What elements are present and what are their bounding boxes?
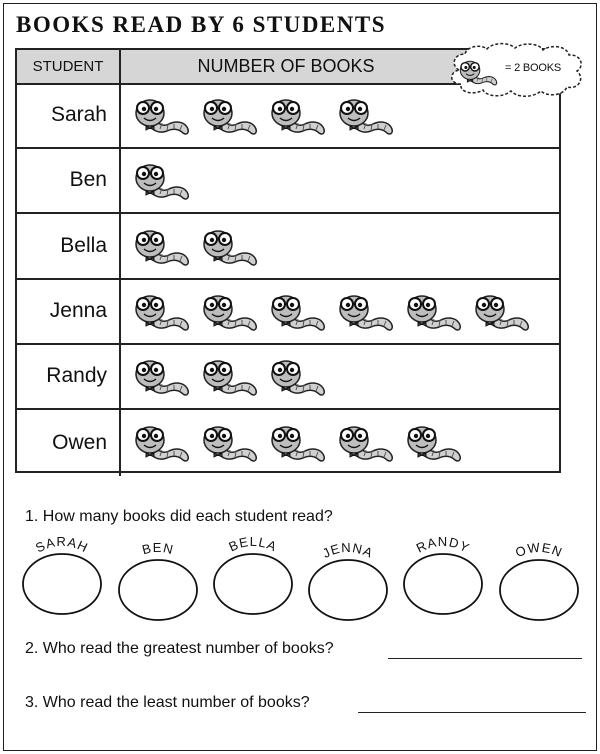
bookworm-icon <box>129 352 191 398</box>
oval-label: JENNA <box>320 539 376 562</box>
answer-line-2[interactable] <box>388 658 582 659</box>
question-3: 3. Who read the least number of books? <box>25 694 310 711</box>
bookworm-icons <box>129 418 463 466</box>
bookworm-icon <box>265 418 327 464</box>
answer-oval[interactable] <box>20 532 104 642</box>
bookworm-icon <box>265 352 327 398</box>
bookworm-icon <box>129 418 191 464</box>
answer-oval[interactable] <box>116 538 200 648</box>
oval-label: BEN <box>140 539 176 558</box>
bookworm-icon <box>455 55 499 87</box>
table-row <box>17 214 559 280</box>
student-name: Owen <box>17 410 121 476</box>
bookworm-icon <box>129 156 191 202</box>
answer-line-3[interactable] <box>358 712 586 713</box>
answer-oval[interactable] <box>211 532 295 642</box>
key-label: = 2 BOOKS <box>505 62 561 74</box>
student-name: Sarah <box>17 83 121 147</box>
bookworm-icons <box>129 352 327 400</box>
page-title: BOOKS READ BY 6 STUDENTS <box>16 12 387 37</box>
table-row <box>17 344 559 410</box>
oval-label: OWEN <box>513 539 565 561</box>
bookworm-icons <box>129 222 259 270</box>
bookworm-icon <box>333 91 395 137</box>
bookworm-icon <box>129 91 191 137</box>
bookworm-icon <box>129 222 191 268</box>
books-column-header: NUMBER OF BOOKS <box>197 56 375 76</box>
bookworm-icon <box>197 287 259 333</box>
student-column-header: STUDENT <box>17 50 121 83</box>
question-2: 2. Who read the greatest number of books? <box>25 640 334 657</box>
table-row <box>17 410 559 476</box>
bookworm-icon <box>129 287 191 333</box>
oval-label: BELLA <box>226 533 280 555</box>
table-row <box>17 148 559 214</box>
bookworm-icon <box>265 91 327 137</box>
answer-oval[interactable] <box>306 538 390 648</box>
bookworm-icon <box>333 418 395 464</box>
pictograph-table <box>15 48 561 473</box>
bookworm-icon <box>197 91 259 137</box>
student-name: Bella <box>17 214 121 278</box>
bookworm-icon <box>265 287 327 333</box>
bookworm-icon <box>469 287 531 333</box>
bookworm-icon <box>401 418 463 464</box>
bookworm-icons <box>129 156 191 204</box>
answer-oval[interactable] <box>497 538 581 648</box>
oval-label: RANDY <box>413 534 473 556</box>
student-name: Ben <box>17 148 121 212</box>
bookworm-icon <box>197 352 259 398</box>
answer-oval[interactable] <box>401 532 485 642</box>
bookworm-icon <box>197 222 259 268</box>
bookworm-icon <box>333 287 395 333</box>
table-row <box>17 279 559 345</box>
oval-label: SARAH <box>33 533 91 556</box>
question-1: 1. How many books did each student read? <box>25 508 333 525</box>
student-name: Randy <box>17 344 121 408</box>
bookworm-icons <box>129 91 395 139</box>
bookworm-icon <box>197 418 259 464</box>
student-name: Jenna <box>17 279 121 343</box>
bookworm-icon <box>401 287 463 333</box>
bookworm-icons <box>129 287 531 335</box>
